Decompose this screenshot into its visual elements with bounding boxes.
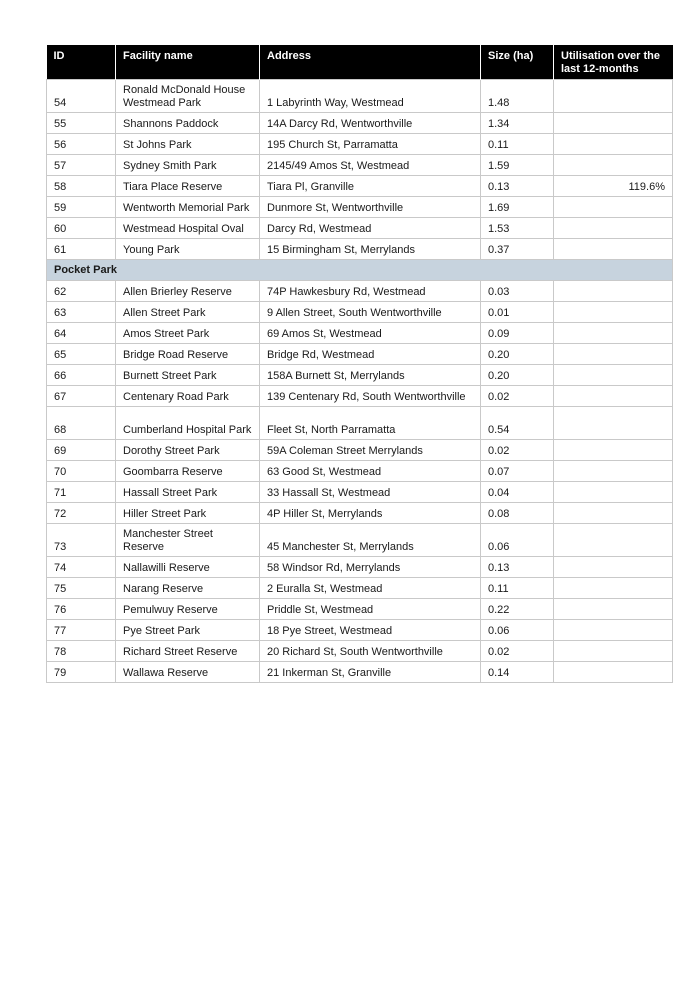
cell-size: 1.59 bbox=[481, 155, 554, 176]
cell-utilisation bbox=[554, 524, 673, 557]
cell-id: 68 bbox=[47, 407, 116, 440]
cell-utilisation bbox=[554, 134, 673, 155]
table-row bbox=[47, 323, 673, 344]
header-row bbox=[47, 45, 673, 80]
cell-utilisation bbox=[554, 599, 673, 620]
table-row bbox=[47, 176, 673, 197]
cell-utilisation: 119.6% bbox=[554, 176, 673, 197]
table-row bbox=[47, 461, 673, 482]
cell-id: 57 bbox=[47, 155, 116, 176]
cell-size: 1.69 bbox=[481, 197, 554, 218]
header-utilisation: Utilisation over the last 12-months bbox=[554, 45, 673, 80]
cell-size: 0.03 bbox=[481, 281, 554, 302]
cell-id: 77 bbox=[47, 620, 116, 641]
cell-address: 139 Centenary Rd, South Wentworthville bbox=[260, 386, 481, 407]
cell-size: 0.13 bbox=[481, 557, 554, 578]
cell-id: 75 bbox=[47, 578, 116, 599]
table-row bbox=[47, 80, 673, 113]
cell-id: 62 bbox=[47, 281, 116, 302]
cell-utilisation bbox=[554, 239, 673, 260]
cell-address: Dunmore St, Wentworthville bbox=[260, 197, 481, 218]
cell-id: 74 bbox=[47, 557, 116, 578]
cell-facility-name: Wallawa Reserve bbox=[116, 662, 260, 683]
cell-address: 21 Inkerman St, Granville bbox=[260, 662, 481, 683]
cell-address: Tiara Pl, Granville bbox=[260, 176, 481, 197]
table-row bbox=[47, 662, 673, 683]
header-id: ID bbox=[47, 45, 116, 80]
cell-id: 67 bbox=[47, 386, 116, 407]
cell-facility-name: Wentworth Memorial Park bbox=[116, 197, 260, 218]
cell-address: 14A Darcy Rd, Wentworthville bbox=[260, 113, 481, 134]
cell-size: 0.11 bbox=[481, 578, 554, 599]
cell-facility-name: Nallawilli Reserve bbox=[116, 557, 260, 578]
cell-size: 0.20 bbox=[481, 365, 554, 386]
cell-utilisation bbox=[554, 461, 673, 482]
cell-address: 4P Hiller St, Merrylands bbox=[260, 503, 481, 524]
cell-utilisation bbox=[554, 155, 673, 176]
cell-id: 72 bbox=[47, 503, 116, 524]
cell-facility-name: Pemulwuy Reserve bbox=[116, 599, 260, 620]
cell-facility-name: Sydney Smith Park bbox=[116, 155, 260, 176]
cell-facility-name: Tiara Place Reserve bbox=[116, 176, 260, 197]
cell-facility-name: Westmead Hospital Oval bbox=[116, 218, 260, 239]
cell-utilisation bbox=[554, 302, 673, 323]
cell-address: 59A Coleman Street Merrylands bbox=[260, 440, 481, 461]
cell-size: 0.02 bbox=[481, 440, 554, 461]
cell-size: 0.09 bbox=[481, 323, 554, 344]
cell-size: 0.14 bbox=[481, 662, 554, 683]
cell-address: 69 Amos St, Westmead bbox=[260, 323, 481, 344]
cell-facility-name: Centenary Road Park bbox=[116, 386, 260, 407]
cell-size: 0.01 bbox=[481, 302, 554, 323]
group-label: Pocket Park bbox=[47, 260, 673, 281]
cell-id: 78 bbox=[47, 641, 116, 662]
cell-size: 0.08 bbox=[481, 503, 554, 524]
cell-facility-name: Narang Reserve bbox=[116, 578, 260, 599]
cell-size: 0.54 bbox=[481, 407, 554, 440]
cell-facility-name: Cumberland Hospital Park bbox=[116, 407, 260, 440]
table-row bbox=[47, 281, 673, 302]
cell-utilisation bbox=[554, 344, 673, 365]
cell-address: 33 Hassall St, Westmead bbox=[260, 482, 481, 503]
header-size: Size (ha) bbox=[481, 45, 554, 80]
table-body bbox=[47, 80, 673, 683]
cell-facility-name: Shannons Paddock bbox=[116, 113, 260, 134]
cell-id: 65 bbox=[47, 344, 116, 365]
cell-address: 63 Good St, Westmead bbox=[260, 461, 481, 482]
cell-facility-name: Pye Street Park bbox=[116, 620, 260, 641]
table-header bbox=[47, 45, 673, 80]
cell-id: 55 bbox=[47, 113, 116, 134]
table-row bbox=[47, 344, 673, 365]
cell-id: 58 bbox=[47, 176, 116, 197]
cell-address: 74P Hawkesbury Rd, Westmead bbox=[260, 281, 481, 302]
cell-size: 1.53 bbox=[481, 218, 554, 239]
table-row bbox=[47, 482, 673, 503]
cell-id: 56 bbox=[47, 134, 116, 155]
cell-id: 63 bbox=[47, 302, 116, 323]
cell-utilisation bbox=[554, 197, 673, 218]
cell-id: 60 bbox=[47, 218, 116, 239]
cell-facility-name: Ronald McDonald House Westmead Park bbox=[116, 80, 260, 113]
cell-size: 0.07 bbox=[481, 461, 554, 482]
group-row-pocket-park bbox=[47, 260, 673, 281]
table-row bbox=[47, 134, 673, 155]
header-facility-name: Facility name bbox=[116, 45, 260, 80]
cell-address: 1 Labyrinth Way, Westmead bbox=[260, 80, 481, 113]
cell-address: 2145/49 Amos St, Westmead bbox=[260, 155, 481, 176]
cell-utilisation bbox=[554, 482, 673, 503]
cell-utilisation bbox=[554, 620, 673, 641]
cell-address: 58 Windsor Rd, Merrylands bbox=[260, 557, 481, 578]
cell-facility-name: Allen Street Park bbox=[116, 302, 260, 323]
cell-address: 45 Manchester St, Merrylands bbox=[260, 524, 481, 557]
table-row bbox=[47, 620, 673, 641]
cell-size: 0.13 bbox=[481, 176, 554, 197]
cell-id: 64 bbox=[47, 323, 116, 344]
table-row bbox=[47, 302, 673, 323]
cell-utilisation bbox=[554, 80, 673, 113]
header-address: Address bbox=[260, 45, 481, 80]
cell-id: 66 bbox=[47, 365, 116, 386]
table-row bbox=[47, 218, 673, 239]
cell-size: 1.48 bbox=[481, 80, 554, 113]
cell-utilisation bbox=[554, 557, 673, 578]
cell-facility-name: St Johns Park bbox=[116, 134, 260, 155]
cell-utilisation bbox=[554, 407, 673, 440]
table-row bbox=[47, 641, 673, 662]
cell-id: 69 bbox=[47, 440, 116, 461]
cell-id: 54 bbox=[47, 80, 116, 113]
cell-size: 0.11 bbox=[481, 134, 554, 155]
cell-utilisation bbox=[554, 578, 673, 599]
cell-utilisation bbox=[554, 281, 673, 302]
cell-address: Priddle St, Westmead bbox=[260, 599, 481, 620]
cell-utilisation bbox=[554, 386, 673, 407]
cell-size: 0.22 bbox=[481, 599, 554, 620]
cell-size: 0.04 bbox=[481, 482, 554, 503]
cell-facility-name: Dorothy Street Park bbox=[116, 440, 260, 461]
cell-id: 61 bbox=[47, 239, 116, 260]
cell-utilisation bbox=[554, 323, 673, 344]
cell-size: 0.20 bbox=[481, 344, 554, 365]
cell-size: 0.02 bbox=[481, 386, 554, 407]
cell-id: 71 bbox=[47, 482, 116, 503]
cell-address: 195 Church St, Parramatta bbox=[260, 134, 481, 155]
table-row bbox=[47, 155, 673, 176]
cell-size: 1.34 bbox=[481, 113, 554, 134]
cell-size: 0.06 bbox=[481, 620, 554, 641]
cell-utilisation bbox=[554, 113, 673, 134]
cell-address: 9 Allen Street, South Wentworthville bbox=[260, 302, 481, 323]
table-row bbox=[47, 113, 673, 134]
cell-address: Fleet St, North Parramatta bbox=[260, 407, 481, 440]
table-row bbox=[47, 440, 673, 461]
cell-address: Darcy Rd, Westmead bbox=[260, 218, 481, 239]
table-row bbox=[47, 503, 673, 524]
table-row bbox=[47, 386, 673, 407]
cell-facility-name: Goombarra Reserve bbox=[116, 461, 260, 482]
cell-id: 76 bbox=[47, 599, 116, 620]
cell-address: 18 Pye Street, Westmead bbox=[260, 620, 481, 641]
cell-size: 0.02 bbox=[481, 641, 554, 662]
cell-utilisation bbox=[554, 440, 673, 461]
cell-address: 15 Birmingham St, Merrylands bbox=[260, 239, 481, 260]
cell-id: 59 bbox=[47, 197, 116, 218]
table-row bbox=[47, 365, 673, 386]
cell-id: 73 bbox=[47, 524, 116, 557]
table-row bbox=[47, 557, 673, 578]
cell-utilisation bbox=[554, 218, 673, 239]
cell-address: 2 Euralla St, Westmead bbox=[260, 578, 481, 599]
cell-address: Bridge Rd, Westmead bbox=[260, 344, 481, 365]
table-row bbox=[47, 239, 673, 260]
table-row bbox=[47, 578, 673, 599]
cell-utilisation bbox=[554, 503, 673, 524]
cell-facility-name: Burnett Street Park bbox=[116, 365, 260, 386]
table-row bbox=[47, 599, 673, 620]
cell-address: 20 Richard St, South Wentworthville bbox=[260, 641, 481, 662]
cell-size: 0.37 bbox=[481, 239, 554, 260]
cell-utilisation bbox=[554, 641, 673, 662]
table-row bbox=[47, 407, 673, 440]
cell-facility-name: Allen Brierley Reserve bbox=[116, 281, 260, 302]
table-row bbox=[47, 524, 673, 557]
cell-facility-name: Hassall Street Park bbox=[116, 482, 260, 503]
table-row bbox=[47, 197, 673, 218]
cell-facility-name: Hiller Street Park bbox=[116, 503, 260, 524]
cell-facility-name: Bridge Road Reserve bbox=[116, 344, 260, 365]
cell-facility-name: Young Park bbox=[116, 239, 260, 260]
cell-id: 70 bbox=[47, 461, 116, 482]
cell-utilisation bbox=[554, 662, 673, 683]
cell-facility-name: Manchester Street Reserve bbox=[116, 524, 260, 557]
cell-facility-name: Amos Street Park bbox=[116, 323, 260, 344]
cell-utilisation bbox=[554, 365, 673, 386]
facilities-table bbox=[46, 45, 673, 683]
cell-size: 0.06 bbox=[481, 524, 554, 557]
cell-address: 158A Burnett St, Merrylands bbox=[260, 365, 481, 386]
cell-id: 79 bbox=[47, 662, 116, 683]
cell-facility-name: Richard Street Reserve bbox=[116, 641, 260, 662]
